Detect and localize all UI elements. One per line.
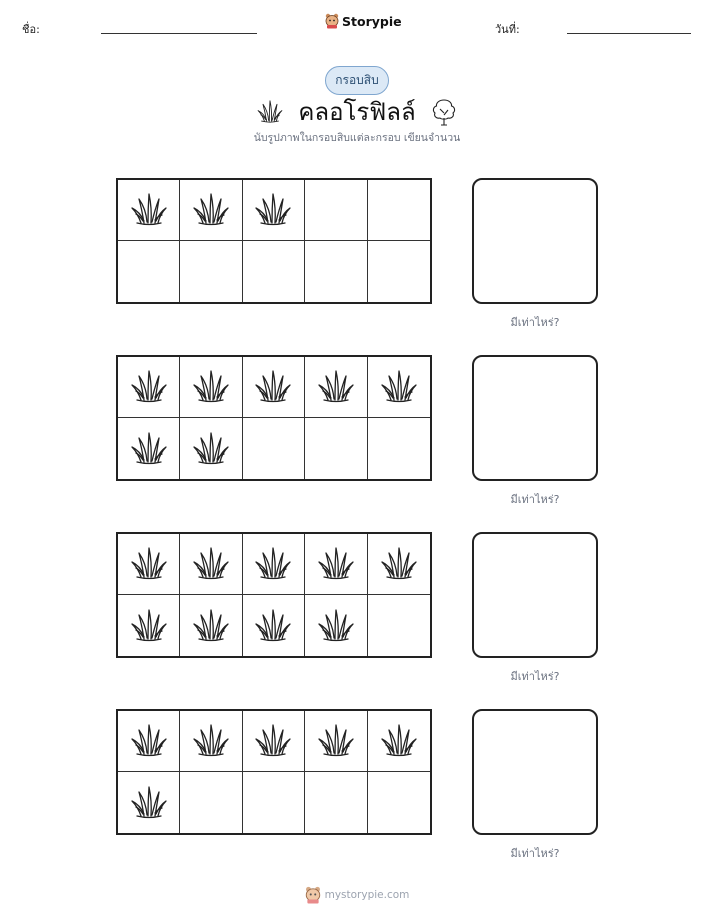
- ten-frame-cell: [305, 772, 367, 833]
- ten-frame-cell: [305, 595, 367, 656]
- grass-icon: [129, 544, 169, 584]
- grass-icon: [316, 367, 356, 407]
- storypie-mascot-icon: [325, 13, 339, 29]
- how-many-prompt: มีเท่าไหร่?: [510, 670, 560, 683]
- grass-icon: [191, 367, 231, 407]
- grass-icon: [129, 190, 169, 230]
- how-many-prompt: มีเท่าไหร่?: [510, 847, 560, 860]
- ten-frame-cell: [180, 241, 242, 302]
- grass-icon: [316, 606, 356, 646]
- ten-frame-cell: [243, 418, 305, 479]
- topic-badge: กรอบสิบ: [325, 66, 388, 95]
- grass-icon: [379, 721, 419, 761]
- grass-icon: [129, 429, 169, 469]
- ten-frame-cell: [368, 534, 430, 595]
- ten-frame-cell: [305, 241, 367, 302]
- grass-icon: [253, 367, 293, 407]
- ten-frame-cell: [118, 711, 180, 772]
- ten-frame-cell: [243, 595, 305, 656]
- grass-icon: [129, 721, 169, 761]
- ten-frame-cell: [305, 711, 367, 772]
- ten-frame-cell: [243, 772, 305, 833]
- ten-frame-cell: [180, 534, 242, 595]
- footer-url: mystorypie.com: [324, 889, 410, 901]
- how-many-prompt: มีเท่าไหร่?: [510, 316, 560, 329]
- date-label: วันที่:: [495, 23, 520, 36]
- answer-box[interactable]: [472, 355, 598, 481]
- grass-icon: [129, 367, 169, 407]
- date-line[interactable]: [567, 33, 691, 34]
- grass-icon: [316, 544, 356, 584]
- grass-icon: [129, 783, 169, 823]
- ten-frame-cell: [243, 711, 305, 772]
- ten-frame-cell: [243, 357, 305, 418]
- tree-icon: [430, 97, 458, 127]
- ten-frame-cell: [243, 534, 305, 595]
- ten-frame-cell: [180, 711, 242, 772]
- grass-icon: [316, 721, 356, 761]
- brand-name: Storypie: [342, 13, 402, 29]
- grass-icon: [191, 606, 231, 646]
- ten-frame-cell: [305, 180, 367, 241]
- ten-frame-cell: [180, 418, 242, 479]
- ten-frame-cell: [368, 418, 430, 479]
- answer-box[interactable]: [472, 532, 598, 658]
- how-many-prompt: มีเท่าไหร่?: [510, 493, 560, 506]
- ten-frame-cell: [180, 180, 242, 241]
- footer: [305, 886, 410, 904]
- ten-frame-cell: [118, 595, 180, 656]
- grass-icon: [129, 606, 169, 646]
- ten-frame-cell: [368, 180, 430, 241]
- ten-frame-cell: [118, 772, 180, 833]
- grass-icon: [256, 98, 284, 126]
- ten-frame-cell: [180, 772, 242, 833]
- ten-frame-cell: [243, 180, 305, 241]
- ten-frame-cell: [368, 711, 430, 772]
- ten-frame-cell: [305, 534, 367, 595]
- page-title: คลอโรฟิลล์: [298, 98, 416, 126]
- ten-frame-cell: [368, 241, 430, 302]
- grass-icon: [191, 544, 231, 584]
- ten-frame-cell: [180, 357, 242, 418]
- answer-box[interactable]: [472, 709, 598, 835]
- ten-frame-cell: [118, 180, 180, 241]
- ten-frame-cell: [118, 418, 180, 479]
- grass-icon: [379, 367, 419, 407]
- ten-frame: [116, 355, 432, 481]
- ten-frame-cell: [368, 595, 430, 656]
- ten-frame: [116, 532, 432, 658]
- grass-icon: [253, 544, 293, 584]
- name-label: ชื่อ:: [22, 23, 40, 36]
- ten-frame-cell: [305, 357, 367, 418]
- ten-frame-cell: [180, 595, 242, 656]
- instructions: นับรูปภาพในกรอบสิบแต่ละกรอบ เขียนจำนวน: [253, 132, 461, 144]
- ten-frame-cell: [118, 534, 180, 595]
- grass-icon: [253, 606, 293, 646]
- grass-icon: [191, 721, 231, 761]
- ten-frame-cell: [368, 772, 430, 833]
- ten-frame-cell: [243, 241, 305, 302]
- ten-frame-cell: [368, 357, 430, 418]
- ten-frame-cell: [118, 357, 180, 418]
- grass-icon: [253, 190, 293, 230]
- grass-icon: [191, 429, 231, 469]
- answer-box[interactable]: [472, 178, 598, 304]
- grass-icon: [191, 190, 231, 230]
- brand-logo: [325, 13, 402, 29]
- name-line[interactable]: [101, 33, 257, 34]
- grass-icon: [379, 544, 419, 584]
- ten-frame-cell: [118, 241, 180, 302]
- storypie-mascot-icon: [305, 886, 321, 904]
- grass-icon: [253, 721, 293, 761]
- ten-frame: [116, 178, 432, 304]
- ten-frame: [116, 709, 432, 835]
- ten-frame-cell: [305, 418, 367, 479]
